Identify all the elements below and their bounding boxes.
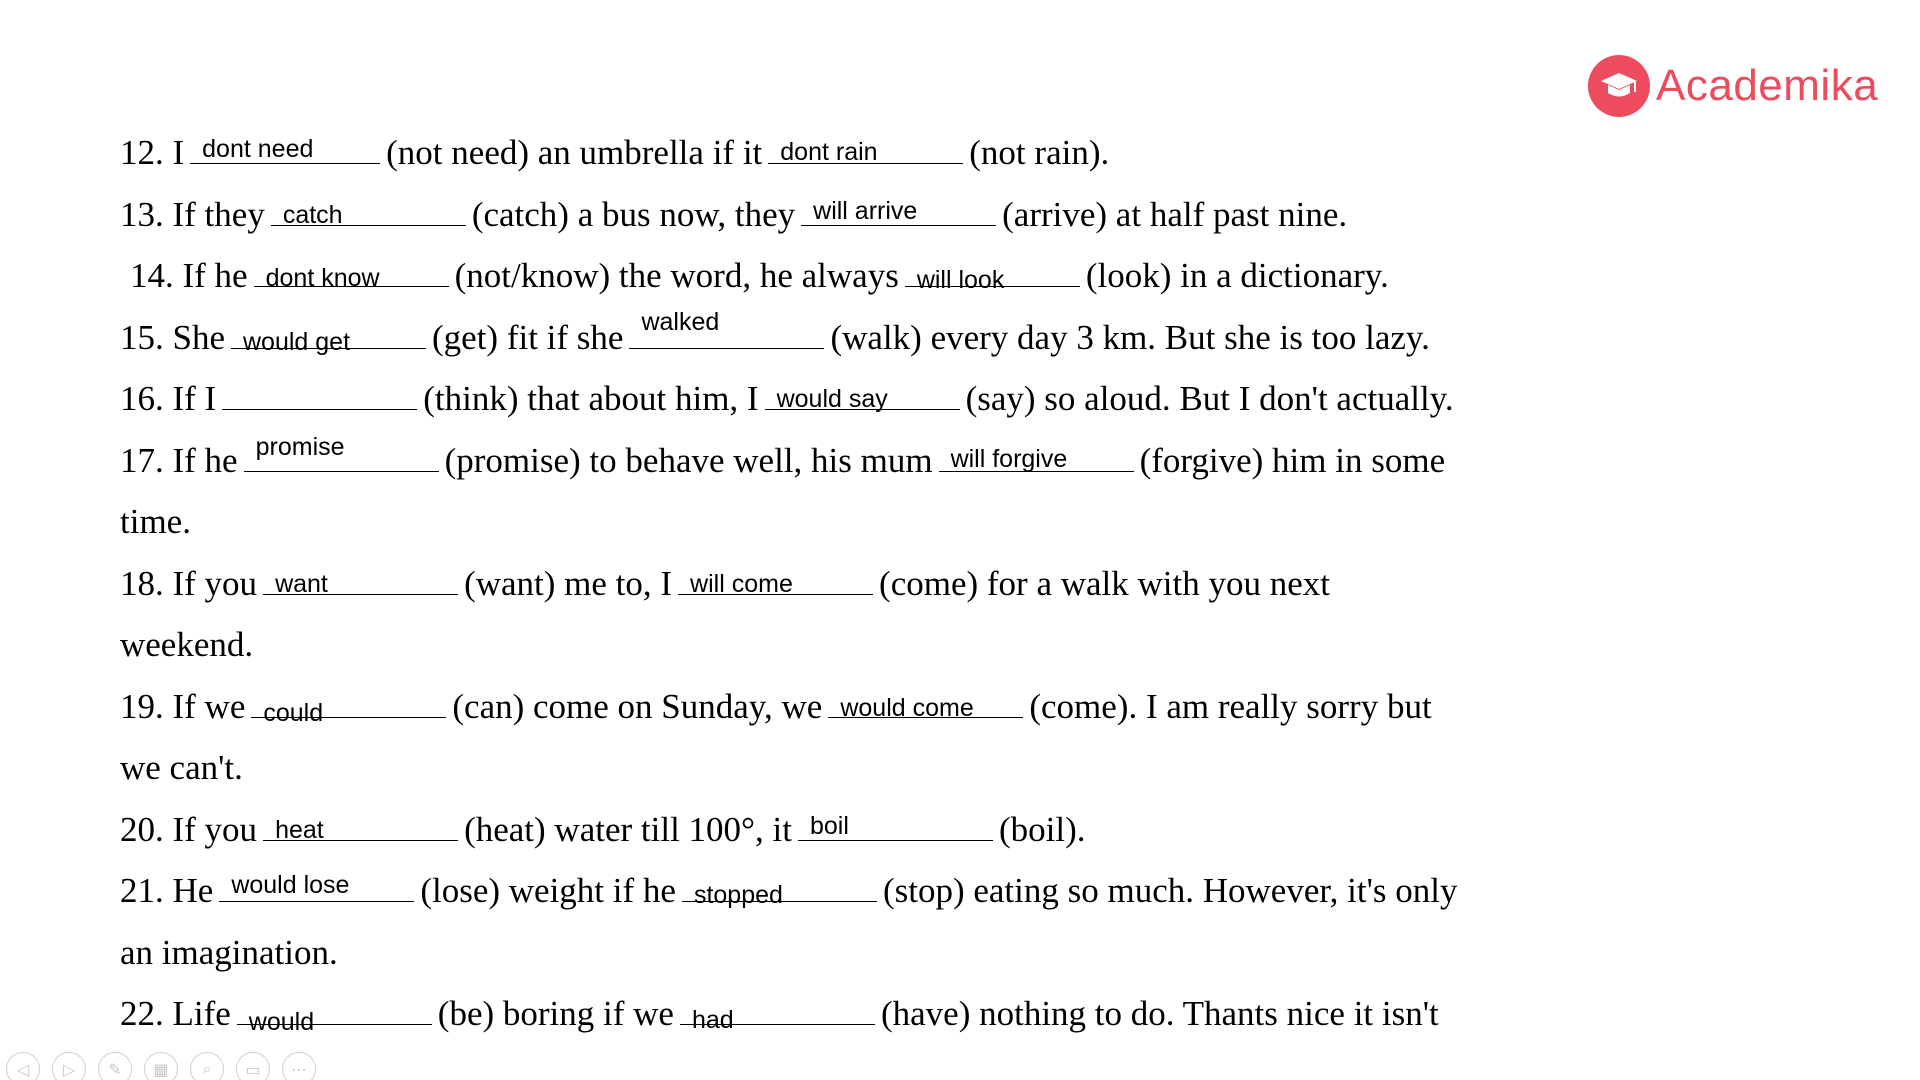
- handwritten-answer: dont need: [202, 135, 314, 163]
- handwritten-answer: would lose: [231, 871, 350, 899]
- sentence-text: (heat) water till 100°, it: [464, 809, 792, 849]
- more-options-icon: ⋯: [291, 1059, 307, 1079]
- answer-blank[interactable]: [798, 810, 993, 841]
- sentence-text: 17. If he: [120, 440, 238, 480]
- sentence-text: (forgive) him in some: [1139, 440, 1446, 480]
- answer-blank[interactable]: [680, 994, 875, 1034]
- exercise-sentence: [120, 989, 1439, 1039]
- answer-blank[interactable]: [244, 432, 439, 472]
- sentence-text: (look) in a dictionary.: [1085, 256, 1389, 295]
- answer-blank[interactable]: [801, 195, 996, 226]
- handwritten-answer: had: [691, 1006, 734, 1034]
- handwritten-answer: will arrive: [813, 196, 918, 225]
- handwritten-answer: want: [275, 569, 328, 598]
- handwritten-answer: stopped: [693, 881, 783, 909]
- sentence-text: (walk) every day 3 km. But she is too lazy.: [830, 317, 1430, 357]
- previous-slide-button[interactable]: [6, 1052, 40, 1080]
- exercise-sentence: [120, 190, 1347, 240]
- exercise-sentence: [120, 432, 1446, 486]
- answer-blank[interactable]: [768, 133, 963, 164]
- sentence-text: (think) that about him, I: [423, 379, 759, 418]
- sentence-text: an imagination.: [120, 932, 338, 972]
- handwritten-answer: catch: [282, 200, 343, 229]
- exercise-sentence-continuation: [120, 743, 243, 793]
- exercise-sentence: [120, 374, 1454, 424]
- handwritten-answer: could: [263, 698, 324, 727]
- sentence-text: (stop) eating so much. However, it's only: [882, 871, 1458, 910]
- handwritten-answer: dont know: [265, 264, 380, 292]
- sentence-text: 16. If I: [120, 379, 217, 418]
- sentence-text: 12. I: [120, 133, 185, 172]
- sentence-text: (boil).: [998, 809, 1086, 849]
- zoom-icon: ⌕: [202, 1059, 212, 1078]
- sentence-text: (arrive) at half past nine.: [1002, 194, 1348, 234]
- sentence-text: 18. If you: [120, 563, 258, 603]
- answer-blank[interactable]: [765, 379, 960, 413]
- handwritten-answer: would: [248, 1008, 315, 1036]
- previous-slide-icon: ◁: [16, 1059, 30, 1079]
- exercise-sentence-continuation: [120, 497, 191, 547]
- sentence-text: (can) come on Sunday, we: [452, 686, 823, 726]
- answer-blank[interactable]: [190, 133, 380, 164]
- answer-blank[interactable]: [222, 379, 417, 410]
- sentence-text: weekend.: [120, 625, 254, 664]
- sentence-text: 14. If he: [130, 256, 248, 295]
- subtitles-icon: ▭: [245, 1059, 261, 1079]
- answer-blank[interactable]: [678, 564, 873, 598]
- answer-blank[interactable]: [263, 810, 458, 844]
- sentence-text: (come) for a walk with you next: [879, 563, 1331, 603]
- sentence-text: 19. If we: [120, 686, 246, 726]
- slide-sorter-icon: ▦: [153, 1059, 169, 1079]
- exercise-sentence: [120, 128, 1109, 178]
- answer-blank[interactable]: [237, 994, 432, 1036]
- handwritten-answer: walked: [641, 307, 720, 336]
- sentence-text: (be) boring if we: [437, 994, 674, 1033]
- handwritten-answer: promise: [255, 432, 345, 461]
- sentence-text: (say) so aloud. But I don't actually.: [965, 379, 1454, 418]
- sentence-text: 20. If you: [120, 809, 258, 849]
- answer-blank[interactable]: [828, 687, 1023, 722]
- exercise-sentence-continuation: [120, 928, 338, 978]
- next-slide-button[interactable]: [52, 1052, 86, 1080]
- pen-tool-icon: ✎: [108, 1059, 122, 1079]
- answer-blank[interactable]: [254, 256, 449, 292]
- sentence-text: 21. He: [120, 871, 214, 910]
- answer-blank[interactable]: [271, 195, 466, 229]
- sentence-text: 13. If they: [120, 194, 265, 234]
- sentence-text: (promise) to behave well, his mum: [444, 440, 933, 480]
- sentence-text: (come). I am really sorry but: [1029, 686, 1432, 726]
- answer-blank[interactable]: [219, 871, 414, 902]
- answer-blank[interactable]: [905, 256, 1080, 294]
- sentence-text: (not/know) the word, he always: [454, 256, 899, 295]
- slideshow-toolbar: [6, 1052, 316, 1080]
- handwritten-answer: heat: [275, 815, 324, 844]
- sentence-text: (lose) weight if he: [420, 871, 676, 910]
- sentence-text: (not rain).: [969, 133, 1110, 172]
- sentence-text: (not need) an umbrella if it: [386, 133, 763, 172]
- handwritten-answer: would get: [243, 327, 351, 356]
- handwritten-answer: will look: [916, 266, 1005, 294]
- pen-tool-button[interactable]: [98, 1052, 132, 1080]
- handwritten-answer: would say: [776, 385, 888, 413]
- handwritten-answer: will come: [690, 569, 793, 598]
- sentence-text: 22. Life: [120, 994, 231, 1033]
- handwritten-answer: boil: [809, 811, 849, 840]
- zoom-button[interactable]: [190, 1052, 224, 1080]
- answer-blank[interactable]: [629, 307, 824, 349]
- answer-blank[interactable]: [682, 871, 877, 909]
- exercise-sentence: [120, 866, 1457, 916]
- sentence-text: (have) nothing to do. Thants nice it isn't: [880, 994, 1439, 1033]
- sentence-text: 15. She: [120, 317, 225, 357]
- answer-blank[interactable]: [263, 564, 458, 598]
- brand-name: Academika: [1656, 61, 1879, 110]
- exercise-sentence-continuation: [120, 620, 253, 670]
- exercise-sentence: [120, 307, 1430, 363]
- answer-blank[interactable]: [939, 441, 1134, 472]
- sentence-text: time.: [120, 502, 191, 541]
- more-options-button[interactable]: [282, 1052, 316, 1080]
- sentence-text: (get) fit if she: [432, 317, 624, 357]
- handwritten-answer: dont rain: [780, 138, 878, 166]
- exercise-sentence: [120, 805, 1086, 855]
- sentence-text: we can't.: [120, 748, 243, 787]
- handwritten-answer: will forgive: [950, 444, 1068, 473]
- sentence-text: (catch) a bus now, they: [471, 194, 796, 234]
- subtitles-button[interactable]: [236, 1052, 270, 1080]
- slide-sorter-button[interactable]: [144, 1052, 178, 1080]
- next-slide-icon: ▷: [62, 1059, 76, 1079]
- handwritten-answer: would come: [840, 693, 974, 722]
- exercise-sentence: [120, 682, 1432, 732]
- exercise-sentence: [120, 559, 1330, 609]
- exercise-sentence: [130, 251, 1389, 301]
- answer-blank[interactable]: [231, 318, 426, 356]
- sentence-text: (want) me to, I: [464, 563, 673, 603]
- answer-blank[interactable]: [251, 687, 446, 727]
